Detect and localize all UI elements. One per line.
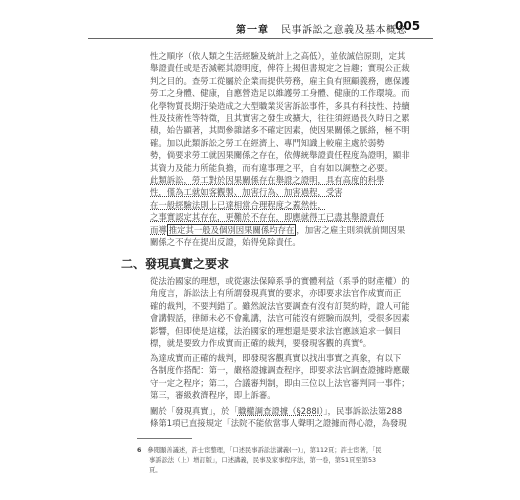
text-line: 確的裁判，不要判錯了。雖然說法官要調查有沒有訂契約時，證人可能	[150, 300, 410, 311]
section-heading: 二、發現真實之要求	[121, 257, 230, 271]
header-rule	[88, 38, 433, 39]
text-line: 守一定之程序；第二，合議審判制，即由三位以上法官審判同一事件；	[150, 377, 410, 388]
footnote-marker: 6	[137, 447, 142, 454]
text-line	[150, 405, 432, 417]
text-line: 條第1項已直接規定「法院不能依當事人聲明之證據而得心證，為發現	[150, 418, 407, 429]
emphasized-text-line: 此類訴訟，勞工對於因果關係存在舉證之證明，具有高度的科學	[150, 175, 385, 186]
paragraph-1	[150, 50, 432, 249]
text-line: 從法治國家的理想，或從憲法保障系爭的實體利益（系爭的財產權）的	[150, 276, 410, 286]
footnote-line: 頁。	[149, 467, 162, 474]
footnote-line	[137, 446, 437, 456]
text-line: 性及技術性等特徵，且其實害之發生或擴大，往往須經過長久時日之累	[150, 113, 410, 124]
text-line: 各制度作搭配：第一，嚴格證據調查程序，即要求法官調查證據時應嚴	[150, 365, 410, 376]
emphasized-phrase: 職權調查證據（§288Ⅰ）	[237, 406, 324, 416]
text-line: 角度言，訴訟法上有所謂發現真實的要求，亦即要求法官作成實而正	[150, 288, 402, 299]
text-suffix: ，加害之雇主則須就前開因果	[296, 224, 406, 235]
emphasized-text-line: 性，僅為工就如客觀製、加害行為、加害過程，受害	[150, 187, 343, 198]
text-line: 化學物質長期汙染造成之大型職業災害訴訟事件，多具有科技性、持續	[150, 100, 410, 111]
text-line: 標，就是要致力作成實而正確的裁判，要發現客觀的真實⁶。	[150, 338, 372, 349]
running-header	[0, 0, 520, 40]
text-prefix: 關於「發現真實」，於「	[150, 406, 238, 416]
text-line: 會講假話，律師未必不會亂講，法官可能沒有經驗而誤判，受很多因素	[150, 313, 410, 324]
text-line: 影響，但即使是這樣，法治國家的理想還是要求法官應該追求一個目	[150, 325, 402, 336]
text-line: 其資力及能力所能負擔，而有違事理之平，自有如以調整之必要。	[150, 162, 393, 173]
footnote	[137, 446, 437, 476]
emphasized-text-line: 之事實認定其存在，更難於不存在，即應就得工已盡其舉證責任	[150, 212, 385, 223]
text-line: 性之順序（依人類之生活經驗及統計上之高低），並依誠信原則，定其	[150, 51, 406, 61]
text-line: 判之目的。查勞工從屬於企業而提供勞務，雇主負有照顧義務，應保護	[150, 75, 410, 86]
text-line: 為達成實而正確的裁判，即發現客觀真實以找出事實之真象，有以下	[150, 353, 402, 363]
text-line: 勢，倘要求勞工就因果關係之存在，依傳統舉證責任程度為證明，顯非	[150, 150, 410, 161]
text-line: 積，始告顯著，其間參雜諸多不確定因素，使因果關係之脈絡，極不明	[150, 125, 410, 136]
footnote-rule	[137, 438, 192, 439]
text-line: 第三，審級救濟程序，即上訴審。	[150, 390, 276, 401]
page-number: 005	[395, 19, 421, 33]
text-line	[150, 224, 432, 236]
chapter-label: 第一章	[236, 25, 269, 36]
footnote-line: 事訴訟法（上）增訂版」，口述講義，民事及家事程序法，第一卷，第51頁至第53	[149, 457, 376, 464]
text-line: 舉證責任或是否減輕其證明度，俾符上揭但書規定之旨趣；實現公正裁	[150, 63, 410, 74]
text-prefix: 而導	[150, 224, 167, 235]
boxed-phrase: 推定其一般及個別因果關係均存在	[168, 224, 295, 235]
text-line: 關係之不存在提出反證，始得免除責任。	[150, 237, 301, 248]
paragraph-4	[150, 405, 432, 430]
paragraph-2	[150, 275, 432, 349]
text-suffix: 」，民事訴訟法第288	[323, 406, 403, 416]
emphasized-text-line: 在一般經驗法則上已達相當合理程度之蓋然性，	[150, 199, 326, 210]
paragraph-3	[150, 352, 432, 402]
chapter-title: 民事訴訟之意義及基本概念	[281, 25, 407, 36]
footnote-text: 參閱顯善議述，許士宦整理，「口述民事訴訟法講義(一)」，第112頁；許士宦著，「民	[147, 447, 382, 454]
text-line: 確。加以此類訴訟之勞工在經濟上、專門知識上較雇主處於弱勢	[150, 137, 385, 148]
text-line: 勞工之身體、健康，自應營造足以維護勞工身體、健康的工作環境。而	[150, 88, 410, 99]
